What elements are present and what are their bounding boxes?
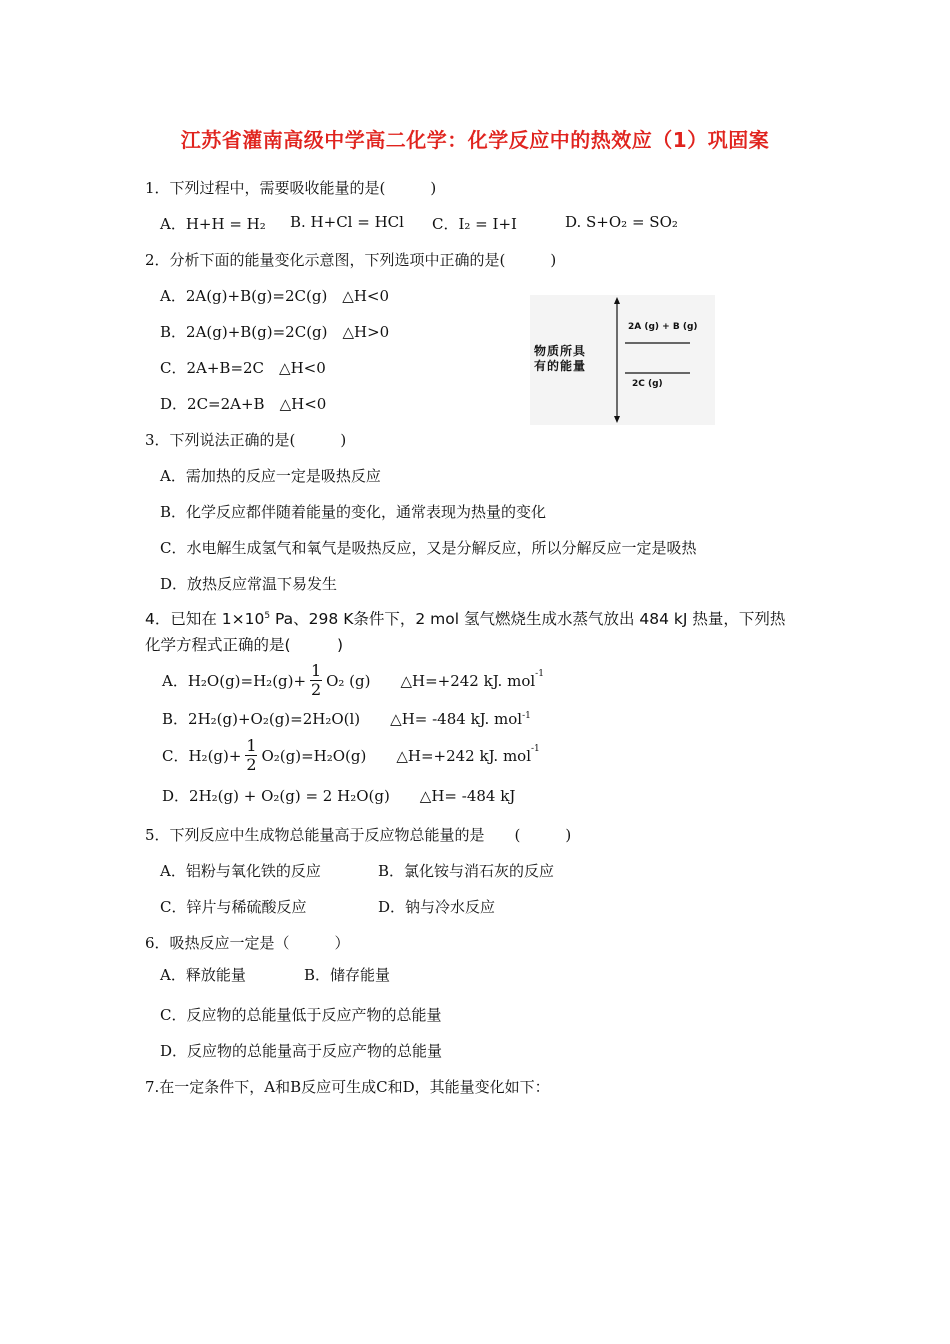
q3-option-d: D．放热反应常温下易发生 xyxy=(160,575,338,593)
q4-c-unit-exp: -1 xyxy=(531,744,540,754)
q5-option-a: A．铝粉与氧化铁的反应 xyxy=(160,862,321,880)
q1-option-c: C．I₂ = I+I xyxy=(432,215,517,233)
diagram-lower-label: 2C (g) xyxy=(632,379,663,389)
energy-diagram xyxy=(530,295,715,425)
q1-option-d: D. S+O₂ = SO₂ xyxy=(565,213,678,231)
q2-option-b: B．2A(g)+B(g)=2C(g) △H>0 xyxy=(160,323,390,341)
diagram-upper-label: 2A (g) + B (g) xyxy=(628,322,698,332)
q4-a-unit-exp: -1 xyxy=(535,669,544,679)
q6-option-c: C．反应物的总能量低于反应产物的总能量 xyxy=(160,1006,442,1024)
q3-option-b: B．化学反应都伴随着能量的变化，通常表现为热量的变化 xyxy=(160,503,547,521)
q5-option-d: D．钠与冷水反应 xyxy=(378,898,496,916)
q6-option-a: A．释放能量 xyxy=(160,966,246,984)
fraction-numerator: 1 xyxy=(310,660,322,680)
question-7-stem: 7.在一定条件下，A和B反应可生成C和D，其能量变化如下： xyxy=(145,1078,550,1096)
q4-option-d: D．2H₂(g) + O₂(g) = 2 H₂O(g) △H= -484 kJ xyxy=(162,787,516,805)
q4-b-text: B．2H₂(g)+O₂(g)=2H₂O(l) △H= -484 kJ. mol xyxy=(162,710,523,728)
question-4-stem-line2: 化学方程式正确的是( ) xyxy=(145,636,344,654)
fraction-numerator: 1 xyxy=(246,735,257,755)
fraction-denominator: 2 xyxy=(310,679,322,699)
page-title: 江苏省灌南高级中学高二化学：化学反应中的热效应（1）巩固案 xyxy=(180,128,770,152)
q5-option-c: C．锌片与稀硫酸反应 xyxy=(160,898,307,916)
question-6-stem: 6．吸热反应一定是（ ） xyxy=(145,934,350,952)
q4-option-a xyxy=(162,658,544,702)
q2-option-c: C．2A+B=2C △H<0 xyxy=(160,359,326,377)
axis-arrow-down-icon xyxy=(614,416,620,423)
q4-stem-exponent: 5 xyxy=(264,610,271,621)
diagram-ylabel-2: 有的能量 xyxy=(534,359,587,373)
q4-c-pre: C．H₂(g)+ xyxy=(162,746,242,765)
q4-option-c xyxy=(162,733,540,777)
q2-option-a: A．2A(g)+B(g)=2C(g) △H<0 xyxy=(160,287,390,305)
q4-c-fraction xyxy=(245,737,257,774)
q2-option-d: D．2C=2A+B △H<0 xyxy=(160,395,327,413)
q4-a-post: O₂ (g) △H=+242 kJ. mol xyxy=(326,671,536,690)
q4-stem-pre: 4．已知在 1×10 xyxy=(145,610,265,628)
question-2-stem: 2．分析下面的能量变化示意图，下列选项中正确的是( ) xyxy=(145,251,557,269)
question-3-stem: 3．下列说法正确的是( ) xyxy=(145,431,347,449)
question-4-stem-line1 xyxy=(145,607,785,629)
q1-option-a: A．H+H = H₂ xyxy=(160,215,266,233)
q3-option-a: A．需加热的反应一定是吸热反应 xyxy=(160,467,381,485)
q1-option-b: B. H+Cl = HCl xyxy=(290,213,404,231)
q4-a-fraction xyxy=(310,662,322,699)
q6-option-b: B．储存能量 xyxy=(304,966,391,984)
axis-arrow-up-icon xyxy=(614,297,620,304)
diagram-ylabel-1: 物质所具 xyxy=(534,344,587,358)
fraction-denominator: 2 xyxy=(246,754,257,774)
q4-a-pre: A．H₂O(g)=H₂(g)+ xyxy=(162,671,307,690)
q6-option-d: D．反应物的总能量高于反应产物的总能量 xyxy=(160,1042,443,1060)
q4-c-post: O₂(g)=H₂O(g) △H=+242 kJ. mol xyxy=(261,746,532,765)
q4-stem-post: Pa、298 K条件下，2 mol 氢气燃烧生成水蒸气放出 484 kJ 热量，下列热 xyxy=(270,610,786,628)
q4-b-unit-exp: -1 xyxy=(522,711,531,721)
q5-option-b: B．氯化铵与消石灰的反应 xyxy=(378,862,555,880)
q3-option-c: C．水电解生成氢气和氧气是吸热反应，又是分解反应，所以分解反应一定是吸热 xyxy=(160,539,697,557)
question-5-stem: 5．下列反应中生成物总能量高于反应物总能量的是 ( ) xyxy=(145,826,572,844)
question-1-stem: 1．下列过程中，需要吸收能量的是( ) xyxy=(145,179,437,197)
q4-option-b xyxy=(162,708,531,729)
